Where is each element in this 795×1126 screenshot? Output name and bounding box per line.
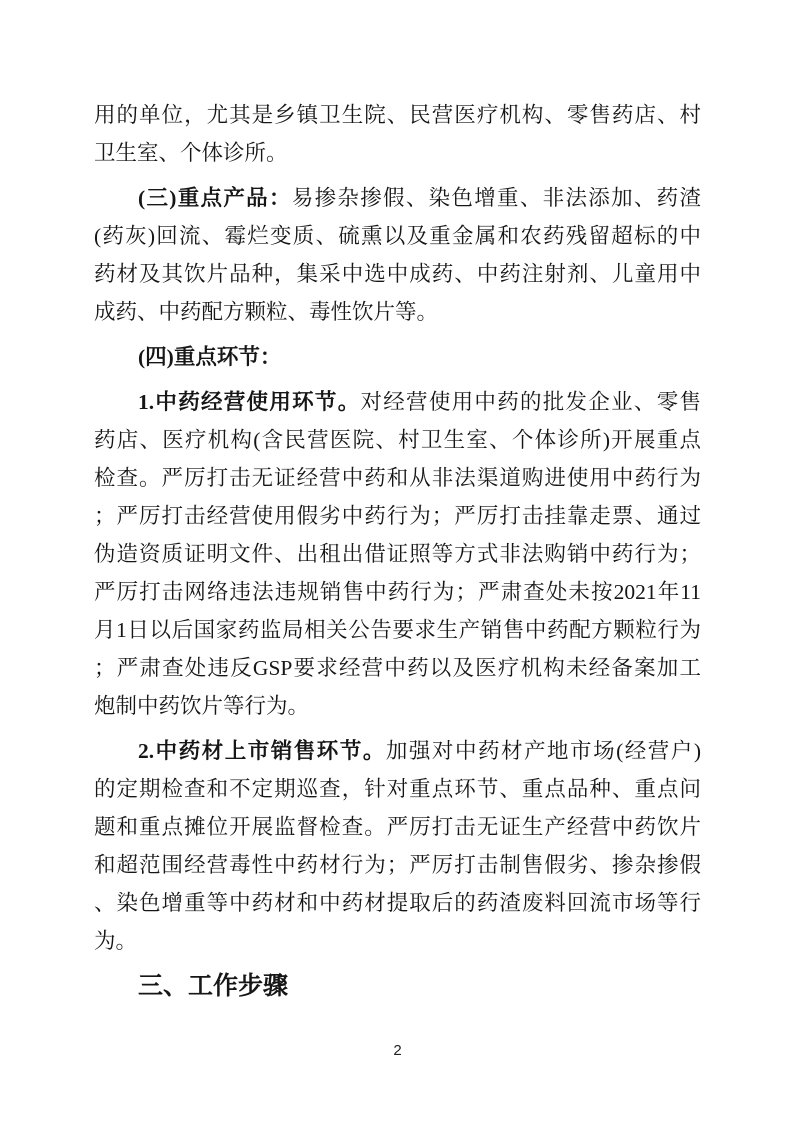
page-number: 2 xyxy=(393,1042,402,1059)
text-line xyxy=(94,459,701,497)
body-text: 药材及其饮片品种，集采中选中成药、中药注射剂、儿童用中 xyxy=(94,262,701,286)
document-body xyxy=(94,96,701,1005)
body-text: 加强对中药材产地市场(经营户) xyxy=(385,739,701,763)
paragraph xyxy=(94,732,701,960)
body-text: 炮制中药饮片等行为。 xyxy=(94,694,310,718)
text-line xyxy=(94,884,701,922)
body-text: 药店、医疗机构(含民营医院、村卫生室、个体诊所)开展重点 xyxy=(94,428,701,452)
body-text: (药灰)回流、霉烂变质、硫熏以及重金属和农药残留超标的中 xyxy=(94,224,701,248)
body-text: 为。 xyxy=(94,929,138,953)
text-line xyxy=(94,967,701,1005)
body-text: 的定期检查和不定期巡查，针对重点环节、重点品种、重点问 xyxy=(94,777,701,801)
body-text: 易掺杂掺假、染色增重、非法添加、药渣 xyxy=(291,186,701,210)
body-text: 用的单位，尤其是乡镇卫生院、民营医疗机构、零售药店、村 xyxy=(94,103,701,127)
section-heading xyxy=(94,967,701,1005)
body-text: 对经营使用中药的批发企业、零售 xyxy=(360,390,701,414)
text-line xyxy=(94,383,701,421)
body-text: ；严肃查处违反GSP要求经营中药以及医疗机构未经备案加工 xyxy=(94,656,701,680)
text-line xyxy=(94,497,701,535)
text-line xyxy=(94,134,701,172)
body-text: 和超范围经营毒性中药材行为；严厉打击制售假劣、掺杂掺假 xyxy=(94,853,701,877)
text-line xyxy=(94,922,701,960)
text-line xyxy=(94,255,701,293)
text-line xyxy=(94,338,701,376)
text-line xyxy=(94,611,701,649)
paragraph xyxy=(94,338,701,376)
text-line xyxy=(94,808,701,846)
text-line xyxy=(94,649,701,687)
text-line xyxy=(94,573,701,611)
text-line xyxy=(94,293,701,331)
bold-text: (四)重点环节： xyxy=(138,345,282,369)
bold-text: 2.中药材上市销售环节。 xyxy=(138,739,386,763)
body-text: 月1日以后国家药监局相关公告要求生产销售中药配方颗粒行为 xyxy=(94,618,701,642)
text-line xyxy=(94,535,701,573)
text-line xyxy=(94,96,701,134)
text-line xyxy=(94,217,701,255)
body-text: 严厉打击网络违法违规销售中药行为；严肃查处未按2021年11 xyxy=(94,580,701,604)
paragraph xyxy=(94,179,701,331)
text-line xyxy=(94,687,701,725)
body-text: 、染色增重等中药材和中药材提取后的药渣废料回流市场等行 xyxy=(94,891,701,915)
bold-text: (三)重点产品： xyxy=(138,186,292,210)
text-line xyxy=(94,732,701,770)
body-text: ；严厉打击经营使用假劣中药行为；严厉打击挂靠走票、通过 xyxy=(94,504,701,528)
paragraph xyxy=(94,96,701,172)
body-text: 伪造资质证明文件、出租出借证照等方式非法购销中药行为； xyxy=(94,542,701,566)
text-line xyxy=(94,421,701,459)
body-text: 卫生室、个体诊所。 xyxy=(94,141,288,165)
bold-text: 1.中药经营使用环节。 xyxy=(138,390,361,414)
body-text: 成药、中药配方颗粒、毒性饮片等。 xyxy=(94,300,439,324)
text-line xyxy=(94,770,701,808)
body-text: 题和重点摊位开展监督检查。严厉打击无证生产经营中药饮片 xyxy=(94,815,701,839)
bold-text: 三、工作步骤 xyxy=(138,972,289,1000)
paragraph xyxy=(94,383,701,725)
body-text: 检查。严厉打击无证经营中药和从非法渠道购进使用中药行为 xyxy=(94,466,701,490)
text-line xyxy=(94,846,701,884)
text-line xyxy=(94,179,701,217)
